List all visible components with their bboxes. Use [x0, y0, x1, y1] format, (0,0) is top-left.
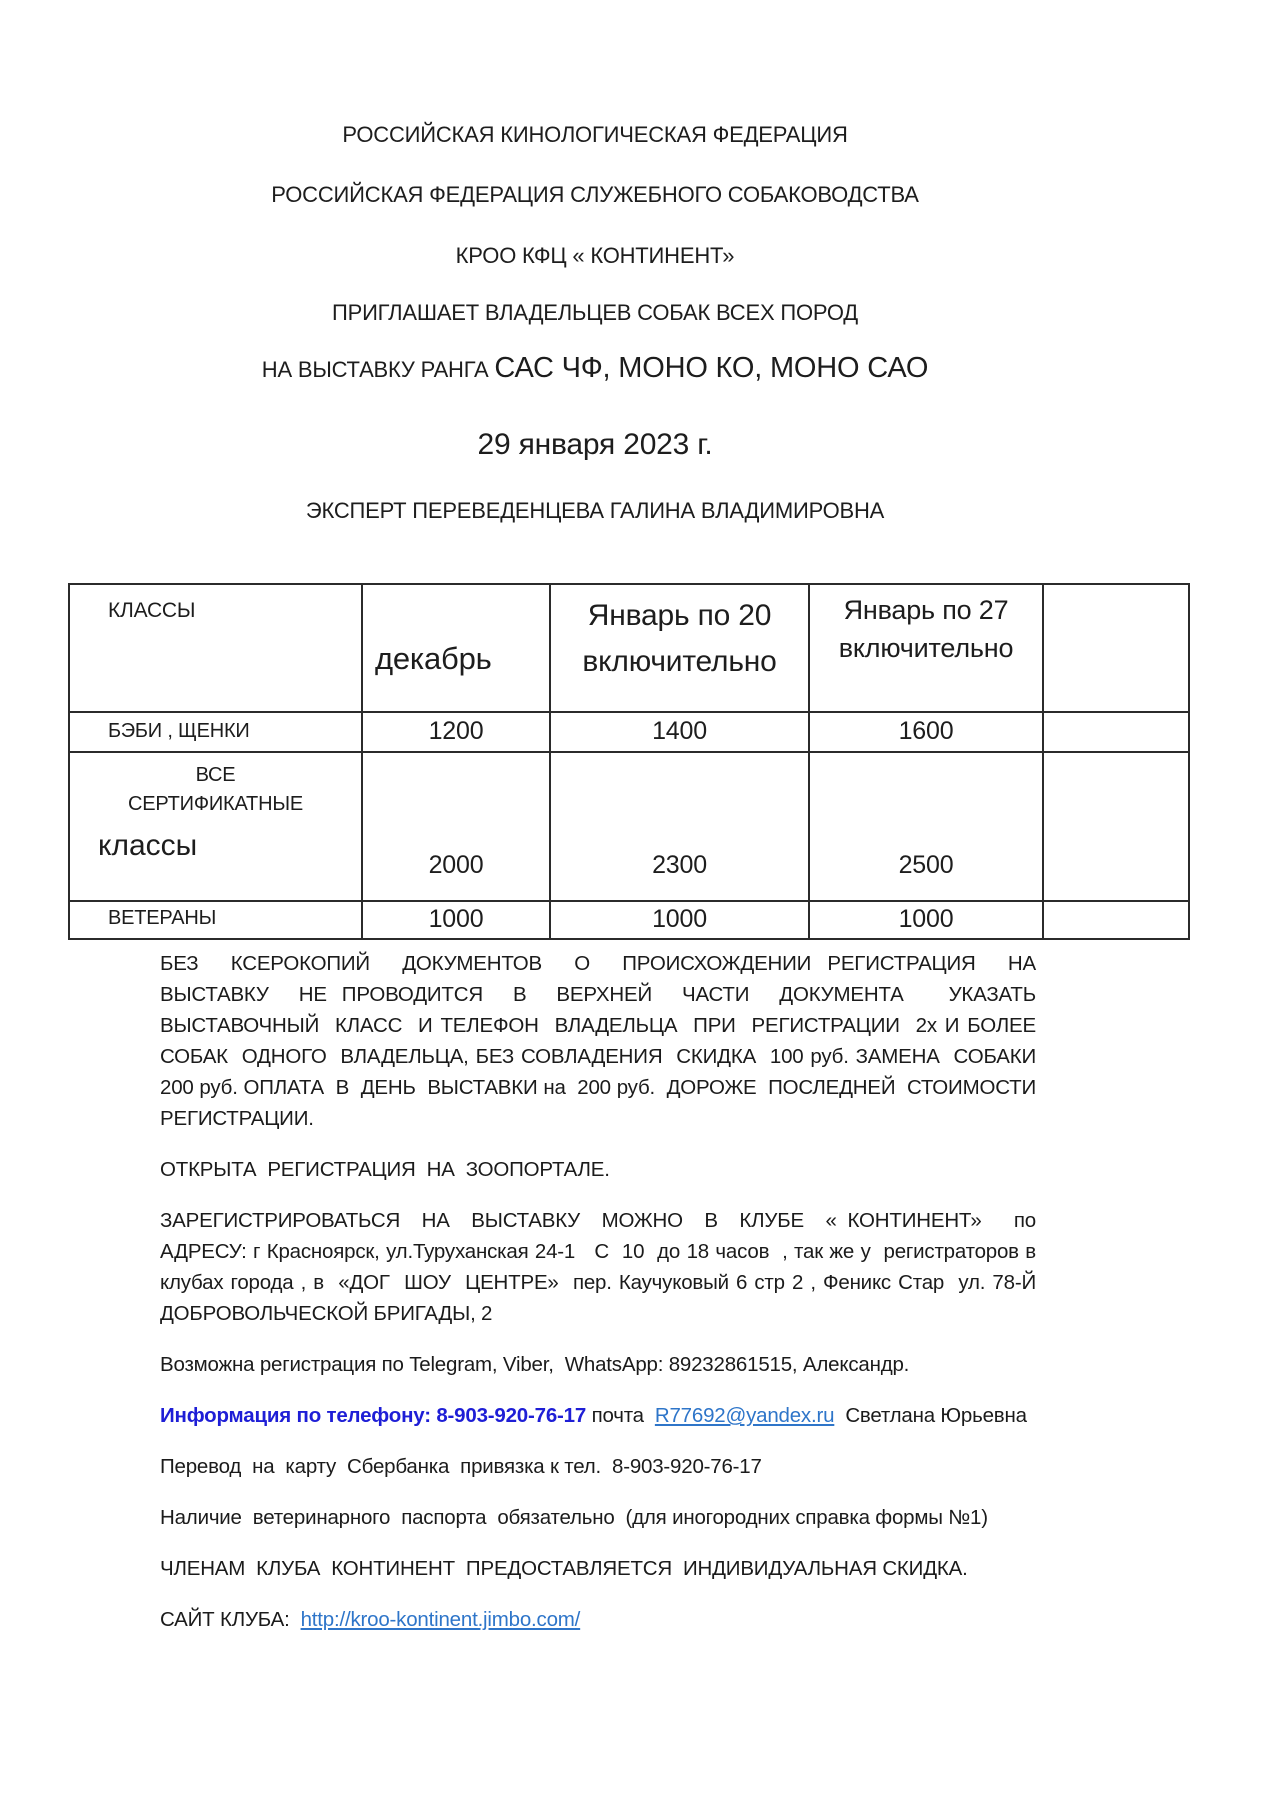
table-row-cert-jan20: 2300 — [551, 753, 810, 902]
para-member-discount: ЧЛЕНАМ КЛУБА КОНТИНЕНТ ПРЕДОСТАВЛЯЕТСЯ ИНДИВИДУАЛЬНАЯ СКИДКА. — [160, 1557, 968, 1580]
para-sberbank: Перевод на карту Сбербанка привязка к тел. 8-903-920-76-17 — [160, 1455, 762, 1478]
para-register: ЗАРЕГИСТРИРОВАТЬСЯ НА ВЫСТАВКУ МОЖНО В КЛУБЕ « КОНТИНЕНТ» по АДРЕСУ: г Красноярск, ул.Туруханская 24-1 С 10 до 18 часов , так же у регистраторов в клубах города , в «ДОГ ШОУ ЦЕНТРЕ» пер. Каучуковый 6 стр 2 , Феникс Стар ул. 78-Й ДОБРОВОЛЬЧЕСКОЙ БРИГАДЫ, 2 — [160, 1209, 1047, 1325]
rank-emphasis: САС ЧФ, МОНО КО, МОНО САО — [494, 352, 929, 384]
header-federation-line: РОССИЙСКАЯ КИНОЛОГИЧЕСКАЯ ФЕДЕРАЦИЯ — [342, 122, 848, 147]
table-row-baby-december: 1200 — [363, 713, 551, 753]
table-row-baby-jan20: 1400 — [551, 713, 810, 753]
table-row-cert-label — [70, 753, 363, 902]
table-header-classes: КЛАССЫ — [70, 585, 363, 713]
table-row-cert-december: 2000 — [363, 753, 551, 902]
info-contact-name: Светлана Юрьевна — [845, 1404, 1027, 1427]
para-no-copies: БЕЗ КСЕРОКОПИЙ ДОКУМЕНТОВ О ПРОИСХОЖДЕНИИ РЕГИСТРАЦИЯ НА ВЫСТАВКУ НЕ ПРОВОДИТСЯ В ВЕРХНЕЙ ЧАСТИ ДОКУМЕНТА УКАЗАТЬ ВЫСТАВОЧНЫЙ КЛАСС И ТЕЛЕФОН ВЛАДЕЛЬЦА ПРИ РЕГИСТРАЦИИ 2х И БОЛЕЕ СОБАК ОДНОГО ВЛАДЕЛЬЦА, БЕЗ СОВЛАДЕНИЯ СКИДКА 100 руб. ЗАМЕНА СОБАКИ 200 руб. ОПЛАТА В ДЕНЬ ВЫСТАВКИ на 200 руб. ДОРОЖЕ ПОСЛЕДНЕЙ СТОИМОСТИ РЕГИСТРАЦИИ. — [160, 952, 1047, 1130]
table-row-cert-jan27: 2500 — [810, 753, 1044, 902]
table-row-veterans-december: 1000 — [363, 902, 551, 938]
para-vet-passport: Наличие ветеринарного паспорта обязательно (для иногородних справка формы №1) — [160, 1506, 988, 1529]
table-row-veterans-jan27: 1000 — [810, 902, 1044, 938]
header-rfss-line: РОССИЙСКАЯ ФЕДЕРАЦИЯ СЛУЖЕБНОГО СОБАКОВОДСТВА — [271, 182, 919, 207]
email-link[interactable]: R77692@yandex.ru — [654, 1404, 835, 1427]
cert-label-top: ВСЕ — [195, 764, 236, 786]
header-date-line: 29 января 2023 г. — [477, 428, 713, 461]
club-site-link[interactable]: http://kroo-kontinent.jimbo.com/ — [300, 1608, 581, 1631]
table-header-december: декабрь — [363, 585, 551, 713]
table-header-jan27 — [810, 585, 1044, 713]
table-header-empty-cell — [1044, 585, 1188, 713]
table-row-veterans-label: ВЕТЕРАНЫ — [70, 902, 363, 938]
jan27-line2: включительно — [838, 633, 1014, 663]
table-row-cert-empty-cell — [1044, 753, 1188, 902]
cert-label-mid: СЕРТИФИКАТНЫЕ — [128, 793, 303, 815]
table-row-baby-empty-cell — [1044, 713, 1188, 753]
para-club-site — [160, 1604, 1036, 1635]
header-club-line: КРОО КФЦ « КОНТИНЕНТ» — [455, 243, 735, 268]
body-text — [160, 948, 1047, 1655]
site-label: САЙТ КЛУБА: — [160, 1608, 290, 1631]
header-rank-line — [0, 352, 1190, 385]
info-phone-label: Информация по телефону: 8-903-920-76-17 — [160, 1404, 587, 1427]
jan20-line2: включительно — [582, 645, 777, 678]
para-zooportal: ОТКРЫТА РЕГИСТРАЦИЯ НА ЗООПОРТАЛЕ. — [160, 1158, 610, 1181]
table-row-baby-jan27: 1600 — [810, 713, 1044, 753]
cert-label-bottom: классы — [98, 829, 198, 862]
header-expert-line: ЭКСПЕРТ ПЕРЕВЕДЕНЦЕВА ГАЛИНА ВЛАДИМИРОВНА — [305, 498, 885, 523]
table-row-veterans-jan20: 1000 — [551, 902, 810, 938]
price-table — [68, 583, 1190, 940]
header-invitation-line: ПРИГЛАШАЕТ ВЛАДЕЛЬЦЕВ СОБАК ВСЕХ ПОРОД — [331, 300, 858, 325]
para-messengers: Возможна регистрация по Telegram, Viber, WhatsApp: 89232861515, Александр. — [160, 1353, 910, 1376]
rank-prefix: НА ВЫСТАВКУ РАНГА — [261, 357, 495, 382]
jan27-line1: Январь по 27 — [843, 595, 1009, 625]
info-mail-word: почта — [591, 1404, 644, 1427]
para-phone-info — [160, 1400, 1036, 1431]
table-row-baby-label: БЭБИ , ЩЕНКИ — [70, 713, 363, 753]
table-row-veterans-empty-cell — [1044, 902, 1188, 938]
jan20-line1: Январь по 20 — [587, 599, 772, 632]
table-header-jan20 — [551, 585, 810, 713]
